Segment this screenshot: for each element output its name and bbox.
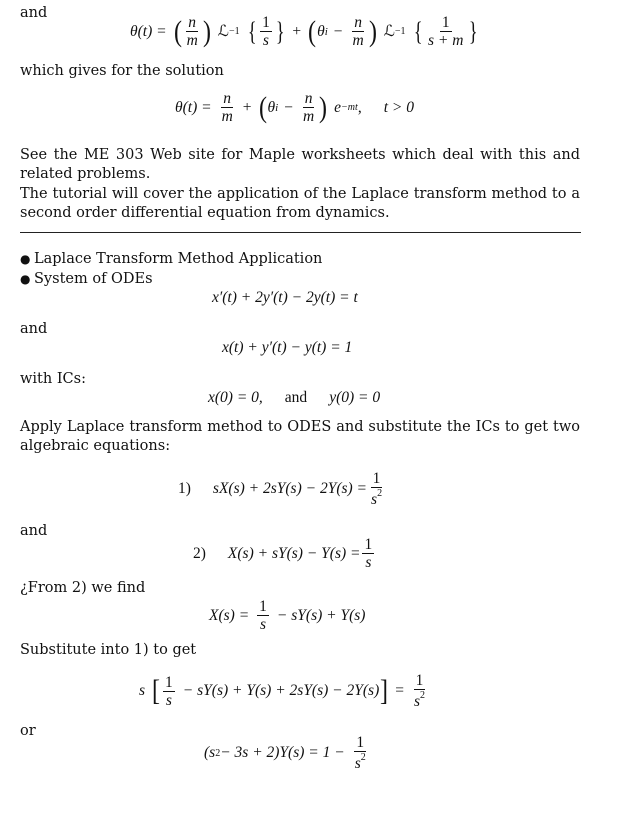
text-and-2: and bbox=[20, 321, 48, 337]
equation-algebraic-1: 1) sX(s) + 2sY(s) − 2Y(s) = $\frac{1}{s^2}$ bbox=[178, 470, 383, 509]
equation-final: (s 2 − 3s + 2)Y(s) = 1 − 1 $s^2$ bbox=[204, 734, 366, 773]
text-and-3: and bbox=[20, 523, 48, 539]
text-substitute: Substitute into 1) to get bbox=[20, 642, 197, 658]
text-maple-note: See the ME 303 Web site for Maple worksheets which deal with this and related problems. bbox=[20, 147, 580, 182]
equation-ics: x(0) = 0, and y(0) = 0 bbox=[208, 389, 381, 406]
bullet-icon: ● bbox=[20, 252, 31, 266]
text-from-2: ¿From 2) we find bbox=[20, 580, 146, 596]
text-apply-laplace: Apply Laplace transform method to ODES and substitute the ICs to get two algebraic equations: bbox=[20, 419, 580, 454]
text-with-ics: with ICs: bbox=[20, 371, 86, 387]
text-and-1: and bbox=[20, 5, 48, 21]
bullet-icon: ● bbox=[20, 272, 31, 286]
equation-ode-1: x′(t) + 2y′(t) − 2y(t) = t bbox=[212, 289, 358, 306]
bullet-item-2: ● System of ODEs bbox=[20, 271, 153, 287]
text-which-gives: which gives for the solution bbox=[20, 63, 224, 79]
section-divider bbox=[20, 232, 581, 233]
equation-algebraic-2: 2) X(s) + sY(s) − Y(s) = $\frac{1}{s}$ bbox=[193, 536, 373, 572]
bullet-item-1: ● Laplace Transform Method Application bbox=[20, 251, 323, 267]
text-tutorial-note: The tutorial will cover the application of the Laplace transform method to a second order differential equation from dynamics. bbox=[20, 186, 580, 221]
equation-x-of-s: X(s) = 1 s − sY(s) + Y(s) bbox=[209, 598, 366, 634]
equation-solution: θ(t) = n m + ( θ i − n m ) e −mt , t > 0 bbox=[175, 90, 414, 126]
equation-ode-2: x(t) + y′(t) − y(t) = 1 bbox=[222, 339, 353, 356]
equation-theta-laplace: θ(t) = ( n m ) ℒ −1 { 1 s } + ( θ i − n m ) ℒ −1 { 1 s + m } bbox=[130, 14, 479, 50]
equation-substituted: s [ 1 s − sY(s) + Y(s) + 2sY(s) − 2Y(s) ] = 1 $s^2$ bbox=[139, 672, 426, 711]
text-or: or bbox=[20, 723, 36, 739]
